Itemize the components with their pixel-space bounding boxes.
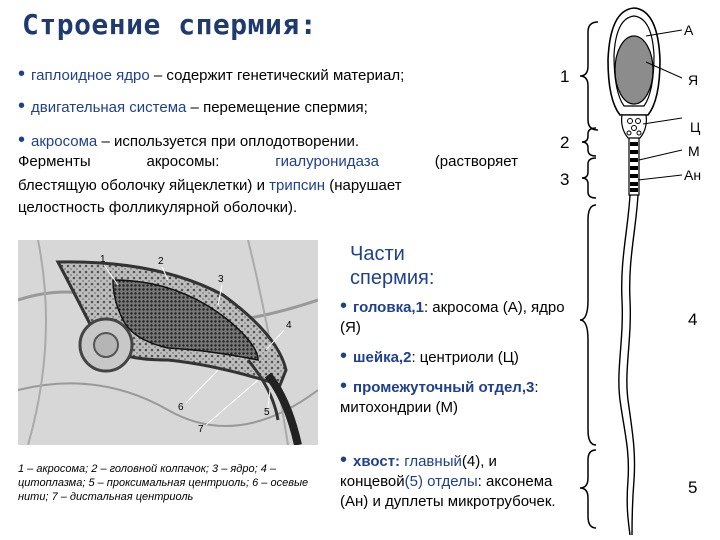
bullet-keyword: акросома [31,133,98,150]
enzymes-line-1 [18,152,518,172]
part-text: : центриоли (Ц) [411,349,519,366]
trypsin-word: трипсин [269,177,326,194]
micro-label-6: 6 [178,402,184,413]
dissolves-word: (растворяет [434,153,518,170]
part-keyword: хвост: [353,453,401,470]
part-head [340,296,570,338]
part-terminal: (5) отделы [404,473,478,490]
bullet-keyword: гаплоидное ядро [31,67,150,84]
sperm-diagram [550,0,720,540]
section-num-1: 1 [560,67,570,86]
bullet-dot: • [340,449,348,471]
part-midpiece [340,376,570,418]
micro-label-2: 2 [158,256,164,267]
sperm-micrograph [18,240,318,445]
enzymes-text: (нарушает [325,177,402,194]
acrosome-word: акросомы: [146,153,220,170]
tail-left-edge [619,195,630,535]
part-keyword: промежуточный отдел,3 [353,379,535,396]
section-braces [580,22,598,528]
bullet-dot: • [340,375,348,397]
bullet-keyword: двигательная система [31,99,187,116]
micro-label-1: 1 [100,254,106,265]
label-nucleus: Я [688,72,699,88]
micro-label-7: 7 [198,424,204,435]
section-num-4: 4 [688,310,698,329]
bullet-dot: • [340,295,348,317]
nucleus [615,36,653,104]
micro-label-4: 4 [286,320,292,331]
mitochondria [630,142,638,192]
part-main: главный [400,453,462,470]
section-num-3: 3 [560,170,570,189]
hyaluronidase-word: гиалуронидаза [275,153,379,170]
section-num-2: 2 [560,133,570,152]
label-axoneme: Ан [684,167,702,183]
label-mitochondria: М [688,143,700,159]
micro-label-5: 5 [264,407,270,418]
part-keyword: шейка,2 [353,349,412,366]
part-text: (4), и концевой [340,453,497,490]
bullet-text: – используется при оплодотворении. [97,133,359,150]
micrograph-caption: 1 – акросома; 2 – головной колпачок; 3 – ядро; 4 – цитоплазма; 5 – проксимальная центриоль; 6 – осевые нити; 7 – дистальная центриоль [18,463,309,503]
part-text: : митохондрии (М) [340,379,539,416]
enzymes-line-3: целостность фолликулярной оболочки). [18,199,298,216]
bullet-dot: • [18,95,26,117]
bullet-text: – содержит генетический материал; [149,67,405,84]
enzymes-text: блестящую оболочку яйцеклетки) и [18,177,270,194]
enzymes-line-2 [18,176,402,196]
part-neck [340,346,570,368]
bullet-haploid-nucleus [18,64,404,86]
label-acrosome: А [684,22,694,38]
part-text: : акросома (А), ядро (Я) [340,299,565,336]
bullet-motor-system [18,96,368,118]
tail-right-edge [627,195,638,535]
section-num-5: 5 [688,478,698,497]
enzymes-word: Ферменты [18,153,91,170]
bullet-text: – перемещение спермия; [186,99,368,116]
label-centrioles: Ц [690,119,701,135]
page-title: Строение спермия: [22,8,318,41]
part-text: : аксонема (Ан) и дуплеты микротрубочек. [340,473,556,510]
part-tail [340,450,570,512]
part-keyword: головка,1 [353,299,424,316]
bullet-dot: • [18,63,26,85]
bullet-dot: • [18,129,26,151]
parts-heading: Части спермия: [350,243,435,289]
micro-label-3: 3 [218,274,224,285]
bullet-dot: • [340,345,348,367]
bullet-acrosome [18,130,359,152]
